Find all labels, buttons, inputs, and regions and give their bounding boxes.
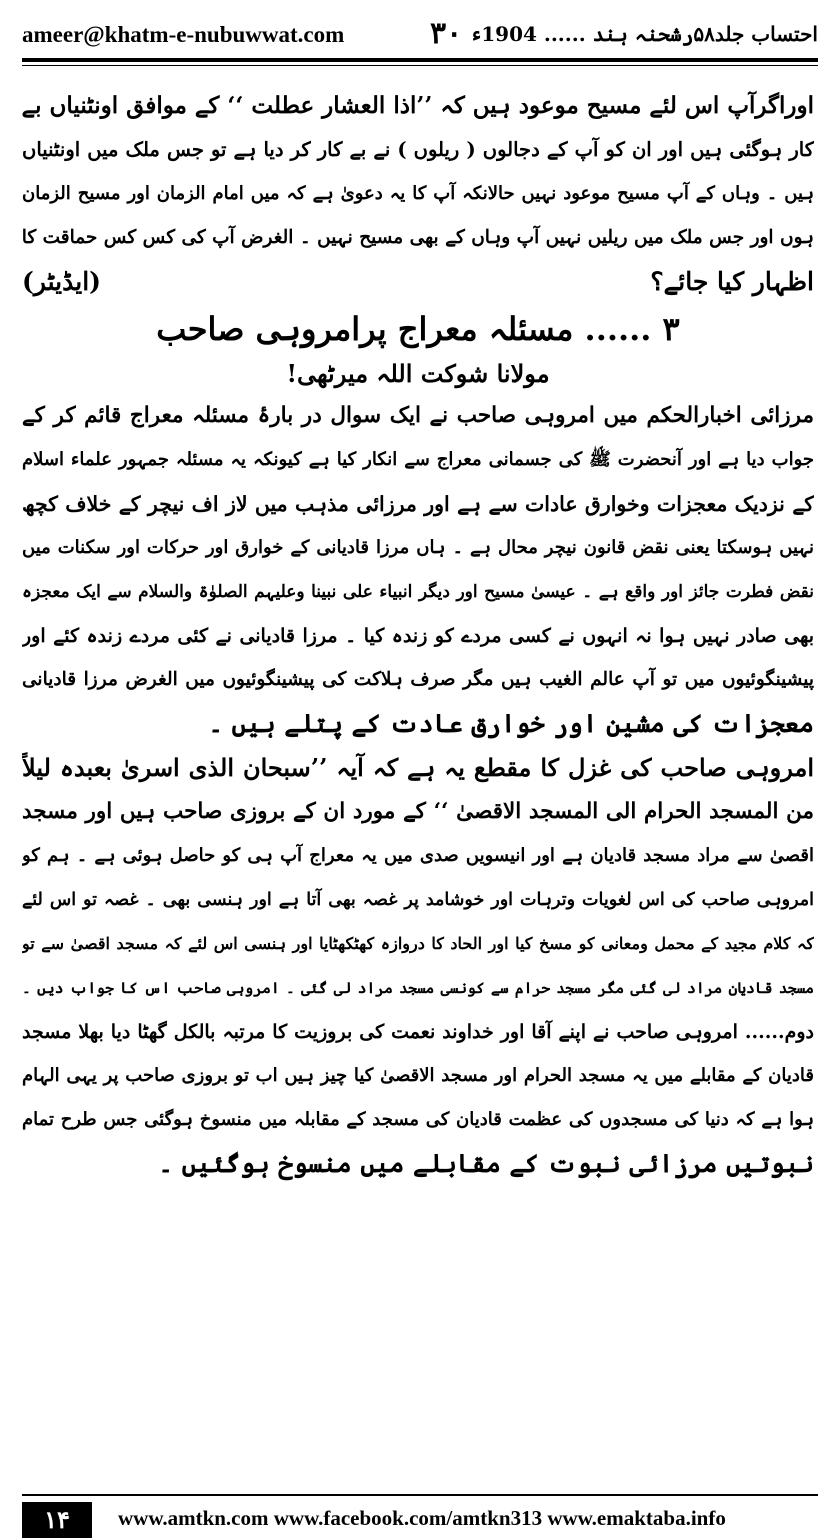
text-line: اوراگرآپ اس لئے مسیح موعود ہیں کہ ’’اذا العشار عطلت ‘‘ کے موافق اونٹنیاں بے — [22, 92, 814, 119]
editor-tag: (ایڈیٹر) — [22, 267, 101, 296]
text-line: اظہار کیا جائے؟ — [650, 267, 814, 296]
header-rule — [22, 58, 818, 62]
header-rule-thin — [22, 65, 818, 66]
text-line: نقض فطرت جائز اور واقع ہے ۔ عیسیٰ مسیح اور دیگر انبیاء علی نبینا وعلیہم الصلوٰۃ والسلام سے ایک معجزہ — [22, 582, 814, 602]
page-body — [22, 84, 814, 1186]
text-line: جواب دیا ہے اور آنحضرت ﷺ کی جسمانی معراج سے انکار کیا ہے کیونکہ یہ مسئلہ جمہور علماء اسلام — [22, 449, 814, 470]
text-line: معجزات کی مشین اور خوارق عادت کے پتلے ہیں ۔ — [208, 709, 814, 738]
text-line: مسجد قادیان مراد لی گئی مگر مسجد حرام سے کونسی مسجد مراد لی گئی ۔ امروہی صاحب اس کا جواب دیں ۔ — [22, 979, 814, 997]
text-line: کار ہوگئی ہیں اور ان کو آپ کے دجالوں ( ریلوں ) نے بے کار کر دیا ہے تو جس ملک میں اونٹنیاں — [22, 138, 814, 161]
text-line: کہ کلام مجید کے محمل ومعانی کو مسخ کیا اور الحاد کا دروازہ کھٹکھٹایا اور ہنسی اس لئے کہ مسجد اقصیٰ سے تو — [22, 934, 814, 953]
section-heading: ۳ ...... مسئلہ معراج پرامروہی صاحب — [156, 310, 680, 348]
text-line: امروہی صاحب کی غزل کا مقطع یہ ہے کہ آیہ ’’سبحان الذی اسریٰ بعبدہ لیلاً — [22, 753, 814, 782]
text-line: دوم...... امروہی صاحب نے اپنے آقا اور خداوند نعمت کی بروزیت کا مرتبہ بالکل گھٹا دیا بھلا مسجد — [22, 1021, 814, 1043]
page-footer — [0, 1494, 840, 1540]
paragraph-2 — [22, 394, 814, 746]
text-line: ہیں ۔ وہاں کے آپ مسیح موعود نہیں حالانکہ آپ کا یہ دعویٰ ہے کہ میں امام الزمان اور مسیح الزمان — [22, 183, 814, 204]
text-line: ہوں اور جس ملک میں ریلیں نہیں آپ وہاں کے بھی مسیح نہیں ۔ الغرض آپ کی کس کس حماقت کا — [22, 227, 814, 248]
page-header — [22, 14, 818, 54]
text-line: قادیان کے مقابلے میں یہ مسجد الحرام اور مسجد الاقصیٰ کیا چیز ہیں اب تو بروزی صاحب پر یہی الہام — [22, 1065, 814, 1086]
text-line: من المسجد الحرام الی المسجد الاقصیٰ ‘‘ کے مورد ان کے بروزی صاحب ہیں اور مسجد — [22, 799, 814, 824]
text-line: بھی صادر نہیں ہوا نہ انہوں نے کسی مردے کو زندہ کیا ۔ مرزا قادیانی نے کئی مردے زندہ کئے اور — [22, 625, 814, 647]
paragraph-1-closing — [22, 260, 814, 304]
text-line: امروہی صاحب کی اس لغویات وترہات اور خوشامد پر غصہ بھی آتا ہے اور ہنسی بھی ۔ غصہ تو اس لئے — [22, 890, 814, 910]
footer-rule — [22, 1494, 818, 1496]
text-line: مرزائی اخبارالحکم میں امروہی صاحب نے ایک سوال در بارۂ مسئلہ معراج قائم کر کے — [22, 403, 814, 428]
text-line: نبوتیں مرزائی نبوت کے مقابلے میں منسوخ ہوگئیں ۔ — [158, 1149, 814, 1178]
footer-websites: www.amtkn.com www.facebook.com/amtkn313 www.emaktaba.info — [118, 1506, 726, 1530]
paragraph-3 — [22, 746, 814, 1186]
text-line: نہیں ہوسکتا یعنی نقض قانون نیچر محال ہے ۔ ہاں مرزا قادیانی کے خوارق اور حرکات اور سکنات میں — [22, 537, 814, 558]
text-line: کے نزدیک معجزات وخوارق عادات سے ہے اور مرزائی مذہب میں لاز اف نیچر کے خلاف کچھ — [22, 492, 814, 516]
text-line: اقصیٰ سے مراد مسجد قادیان ہے اور انیسویں صدی میں یہ معراج آپ ہی کو حاصل ہوئی ہے ۔ ہم کو — [22, 845, 814, 866]
text-line: پیشینگوئیوں میں تو آپ عالم الغیب ہیں مگر صرف ہلاکت کی پیشینگوئیوں میں الغرض مرزا قادیانی — [22, 669, 814, 690]
header-email: ameer@khatm-e-nubuwwat.com — [22, 22, 345, 47]
paragraph-1 — [22, 84, 814, 304]
header-volume-info: احتساب جلد۵۸رشحنہ ہند ...... 1904ء — [471, 22, 818, 46]
author-name: مولانا شوکت اللہ میرٹھی! — [286, 359, 550, 388]
text-line: ہوا ہے کہ دنیا کی مسجدوں کی عظمت قادیان کی مسجد کے مقابلہ میں منسوخ ہوگئی جس طرح تمام — [22, 1109, 814, 1130]
header-page-number: ۳۰ — [430, 16, 463, 51]
footer-page-badge: ۱۴ — [22, 1502, 92, 1538]
